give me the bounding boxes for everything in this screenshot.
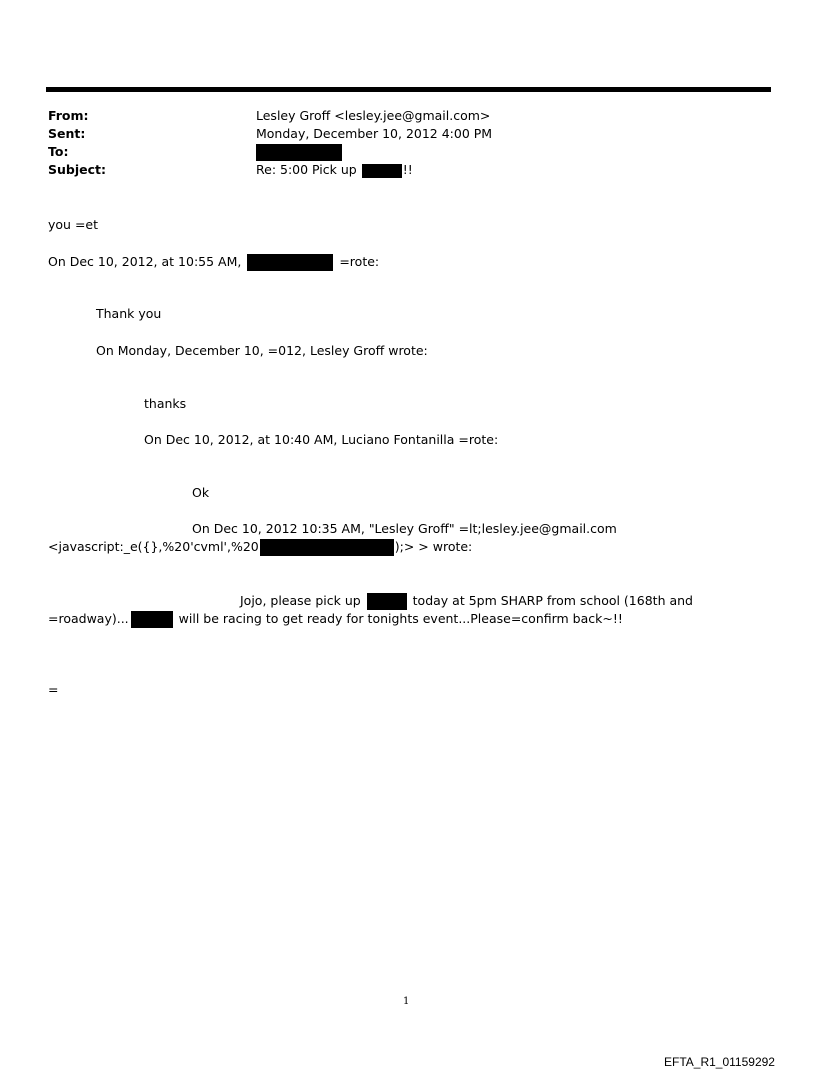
quote-4-line-1: On Dec 10, 2012 10:35 AM, "Lesley Groff" =lt;lesley.jee@gmail.com [192, 521, 617, 536]
redaction-quote-4 [260, 539, 394, 556]
ok-text: Ok [192, 485, 210, 500]
quote-4-line-2 [48, 539, 472, 556]
header-rule [46, 87, 771, 92]
subject-label: Subject: [48, 162, 106, 177]
message-line-2-prefix: =roadway)... [48, 611, 129, 626]
thank-you-text: Thank you [96, 306, 162, 321]
to-label: To: [48, 144, 69, 159]
subject-value [256, 161, 413, 179]
quote-4-line-2-prefix: <javascript:_e({},%20'cvml',%20 [48, 539, 259, 554]
subject-suffix: !! [402, 162, 413, 177]
message-line-1-suffix: today at 5pm SHARP from school (168th and [412, 593, 693, 608]
redaction-message-1 [367, 593, 407, 610]
from-value: Lesley Groff <lesley.jee@gmail.com> [256, 108, 491, 123]
quote-3: On Dec 10, 2012, at 10:40 AM, Luciano Fontanilla =rote: [144, 432, 499, 447]
quote-1-suffix: =rote: [339, 254, 380, 269]
from-label: From: [48, 108, 89, 123]
redaction-quote-1 [247, 254, 333, 271]
sent-label: Sent: [48, 126, 86, 141]
redaction-message-2 [131, 611, 173, 628]
message-line-1 [240, 593, 693, 610]
message-line-2 [48, 611, 623, 628]
redaction-subject [362, 164, 402, 178]
redaction-to [256, 144, 342, 161]
message-line-2-suffix: will be racing to get ready for tonights event...Please=confirm back~!! [178, 611, 623, 626]
document-id: EFTA_R1_01159292 [664, 1055, 775, 1069]
trailing-equals: = [48, 682, 59, 697]
sent-value: Monday, December 10, 2012 4:00 PM [256, 126, 493, 141]
message-line-1-prefix: Jojo, please pick up [240, 593, 361, 608]
page-number: 1 [403, 996, 410, 1007]
quote-1 [48, 254, 379, 271]
quote-2: On Monday, December 10, =012, Lesley Groff wrote: [96, 343, 428, 358]
quote-1-prefix: On Dec 10, 2012, at 10:55 AM, [48, 254, 242, 269]
quote-4-line-2-suffix: );> > wrote: [394, 539, 473, 554]
subject-prefix: Re: 5:00 Pick up [256, 162, 357, 177]
body-line-1: you =et [48, 217, 99, 232]
thanks-text: thanks [144, 396, 187, 411]
